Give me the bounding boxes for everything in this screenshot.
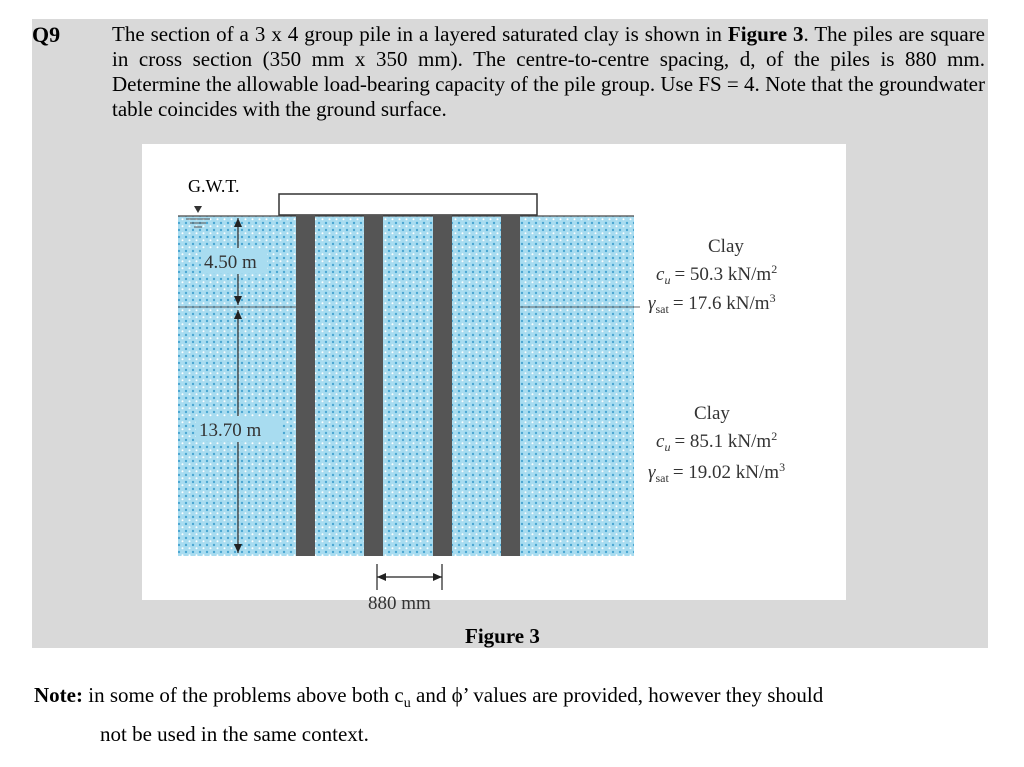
layer2-gamma xyxy=(648,460,785,485)
question-number: Q9 xyxy=(32,22,61,47)
layer2-cu xyxy=(656,429,777,454)
layer1-cu-subscript: u xyxy=(664,273,671,287)
layer1-gamma-exp: 3 xyxy=(769,291,776,305)
layer2-gamma-value: = 19.02 kN/m xyxy=(672,462,780,483)
note-subscript: u xyxy=(403,696,411,712)
layer2-cu-subscript: u xyxy=(664,440,671,454)
pile-4 xyxy=(501,215,520,556)
layer2-gamma-subscript: sat xyxy=(655,471,669,485)
layer1-cu-symbol: c xyxy=(656,264,665,285)
gwt-triangle-icon xyxy=(194,206,202,213)
layer1-gamma-symbol: γ xyxy=(648,293,656,314)
gwt-label: G.W.T. xyxy=(188,176,240,196)
layer1-cu-exp: 2 xyxy=(771,262,778,276)
layer2-gamma-symbol: γ xyxy=(648,462,656,483)
layer2-cu-value: = 85.1 kN/m xyxy=(674,431,772,452)
note-line1b: and ϕ’ values are provided, however they should xyxy=(410,683,824,707)
note-paragraph xyxy=(34,680,986,749)
pile-group-figure xyxy=(142,144,846,614)
layer1-cu-value: = 50.3 kN/m xyxy=(674,264,772,285)
pile-1 xyxy=(296,215,315,556)
spacing-label: 880 mm xyxy=(368,593,431,614)
note-line1: in some of the problems above both c xyxy=(82,683,404,707)
spacing-arrow-left xyxy=(377,573,386,581)
layer2-cu-symbol: c xyxy=(656,431,665,452)
question-text-part1: The section of a 3 x 4 group pile in a layered saturated clay is shown in xyxy=(112,22,728,46)
layer1-name: Clay xyxy=(708,236,744,257)
spacing-arrow-right xyxy=(433,573,442,581)
layer2-cu-exp: 2 xyxy=(771,429,778,443)
figure-caption: Figure 3 xyxy=(465,624,540,648)
figure-svg xyxy=(142,144,846,614)
layer1-gamma-value: = 17.6 kN/m xyxy=(672,293,770,314)
layer2-gamma-exp: 3 xyxy=(779,460,786,474)
figure-reference: Figure 3 xyxy=(727,22,804,46)
note-line2: not be used in the same context. xyxy=(100,722,369,747)
pile-3 xyxy=(433,215,452,556)
layer1-gamma-subscript: sat xyxy=(655,302,669,316)
layer1-cu xyxy=(656,262,777,287)
question-text xyxy=(112,22,985,122)
note-label: Note: xyxy=(34,683,83,707)
pile-cap xyxy=(279,194,537,215)
question-text-part2: . The piles are square in cross section (350 mm x 350 mm). The centre-to-centre spacing, d, of the piles is 880 mm. Determine the allowable load-bearing capacity of the pile group. Use FS = 4. Note that the groundwater table coincides with the ground surface. xyxy=(112,22,986,121)
pile-2 xyxy=(364,215,383,556)
dim-1370-label: 13.70 m xyxy=(199,420,262,441)
layer2-name: Clay xyxy=(694,403,730,424)
dim-450-label: 4.50 m xyxy=(204,252,257,273)
layer1-gamma xyxy=(648,291,776,316)
